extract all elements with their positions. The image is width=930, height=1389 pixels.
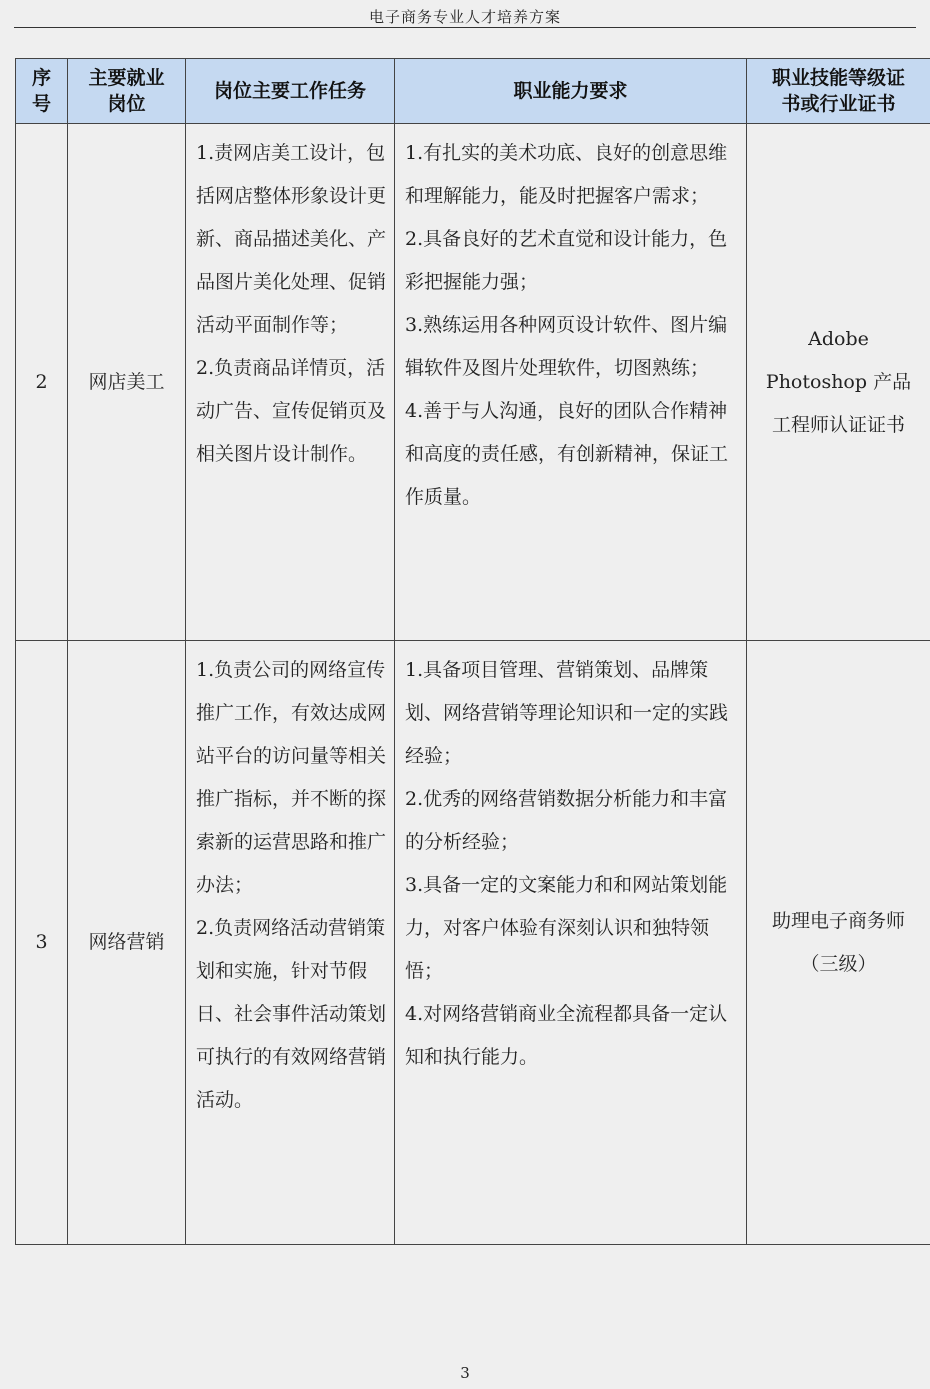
ability-item: 4.对网络营销商业全流程都具备一定认知和执行能力。 — [405, 1003, 728, 1068]
row-tasks-cell — [186, 124, 395, 641]
row-position-cell: 网店美工 — [68, 124, 186, 641]
row-number-cell: 2 — [16, 124, 68, 641]
certificate-line: Adobe — [808, 327, 869, 350]
row-certificate-cell — [747, 641, 930, 1245]
ability-item: 1.有扎实的美术功底、良好的创意思维和理解能力，能及时把握客户需求； — [405, 142, 728, 207]
ability-item: 3.具备一定的文案能力和和网站策划能力，对客户体验有深刻认识和独特领悟； — [405, 874, 728, 982]
table-row — [16, 124, 930, 641]
row-abilities-cell — [395, 124, 747, 641]
task-item: 1.责网店美工设计，包括网店整体形象设计更新、商品描述美化、产品图片美化处理、促销活动平面制作等； — [196, 142, 387, 336]
row-number-cell: 3 — [16, 641, 68, 1245]
header-cell-position: 主要就业 岗位 — [68, 59, 186, 124]
header-cell-number: 序 号 — [16, 59, 68, 124]
header-rule — [14, 27, 916, 28]
header-cell-abilities: 职业能力要求 — [395, 59, 747, 124]
row-tasks-cell — [186, 641, 395, 1245]
row-position-cell: 网络营销 — [68, 641, 186, 1245]
table-header-row — [16, 59, 930, 124]
certificate-line: （三级） — [800, 952, 877, 975]
header-cell-tasks: 岗位主要工作任务 — [186, 59, 395, 124]
task-item: 1.负责公司的网络宣传推广工作，有效达成网站平台的访问量等相关推广指标，并不断的探索新的运营思路和推广办法； — [196, 659, 387, 896]
ability-item: 2.优秀的网络营销数据分析能力和丰富的分析经验； — [405, 788, 728, 853]
task-item: 2.负责商品详情页，活动广告、宣传促销页及相关图片设计制作。 — [196, 357, 387, 465]
certificate-line: 工程师认证证书 — [771, 413, 905, 436]
ability-item: 4.善于与人沟通，良好的团队合作精神和高度的责任感，有创新精神，保证工作质量。 — [405, 400, 729, 508]
ability-item: 3.熟练运用各种网页设计软件、图片编辑软件及图片处理软件，切图熟练； — [405, 314, 728, 379]
certificate-line: Photoshop 产品 — [765, 370, 912, 393]
task-item: 2.负责网络活动营销策划和实施，针对节假日、社会事件活动策划可执行的有效网络营销活动。 — [196, 917, 387, 1111]
row-abilities-cell — [395, 641, 747, 1245]
table-row — [16, 641, 930, 1245]
page-header-title: 电子商务专业人才培养方案 — [368, 8, 561, 26]
ability-item: 1.具备项目管理、营销策划、品牌策划、网络营销等理论知识和一定的实践经验； — [405, 659, 729, 767]
page-number: 3 — [460, 1364, 470, 1382]
certificate-line: 助理电子商务师 — [771, 909, 905, 932]
career-table — [15, 58, 930, 1245]
header-cell-certificate: 职业技能等级证 书或行业证书 — [747, 59, 930, 124]
ability-item: 2.具备良好的艺术直觉和设计能力，色彩把握能力强； — [405, 228, 728, 293]
row-certificate-cell — [747, 124, 930, 641]
